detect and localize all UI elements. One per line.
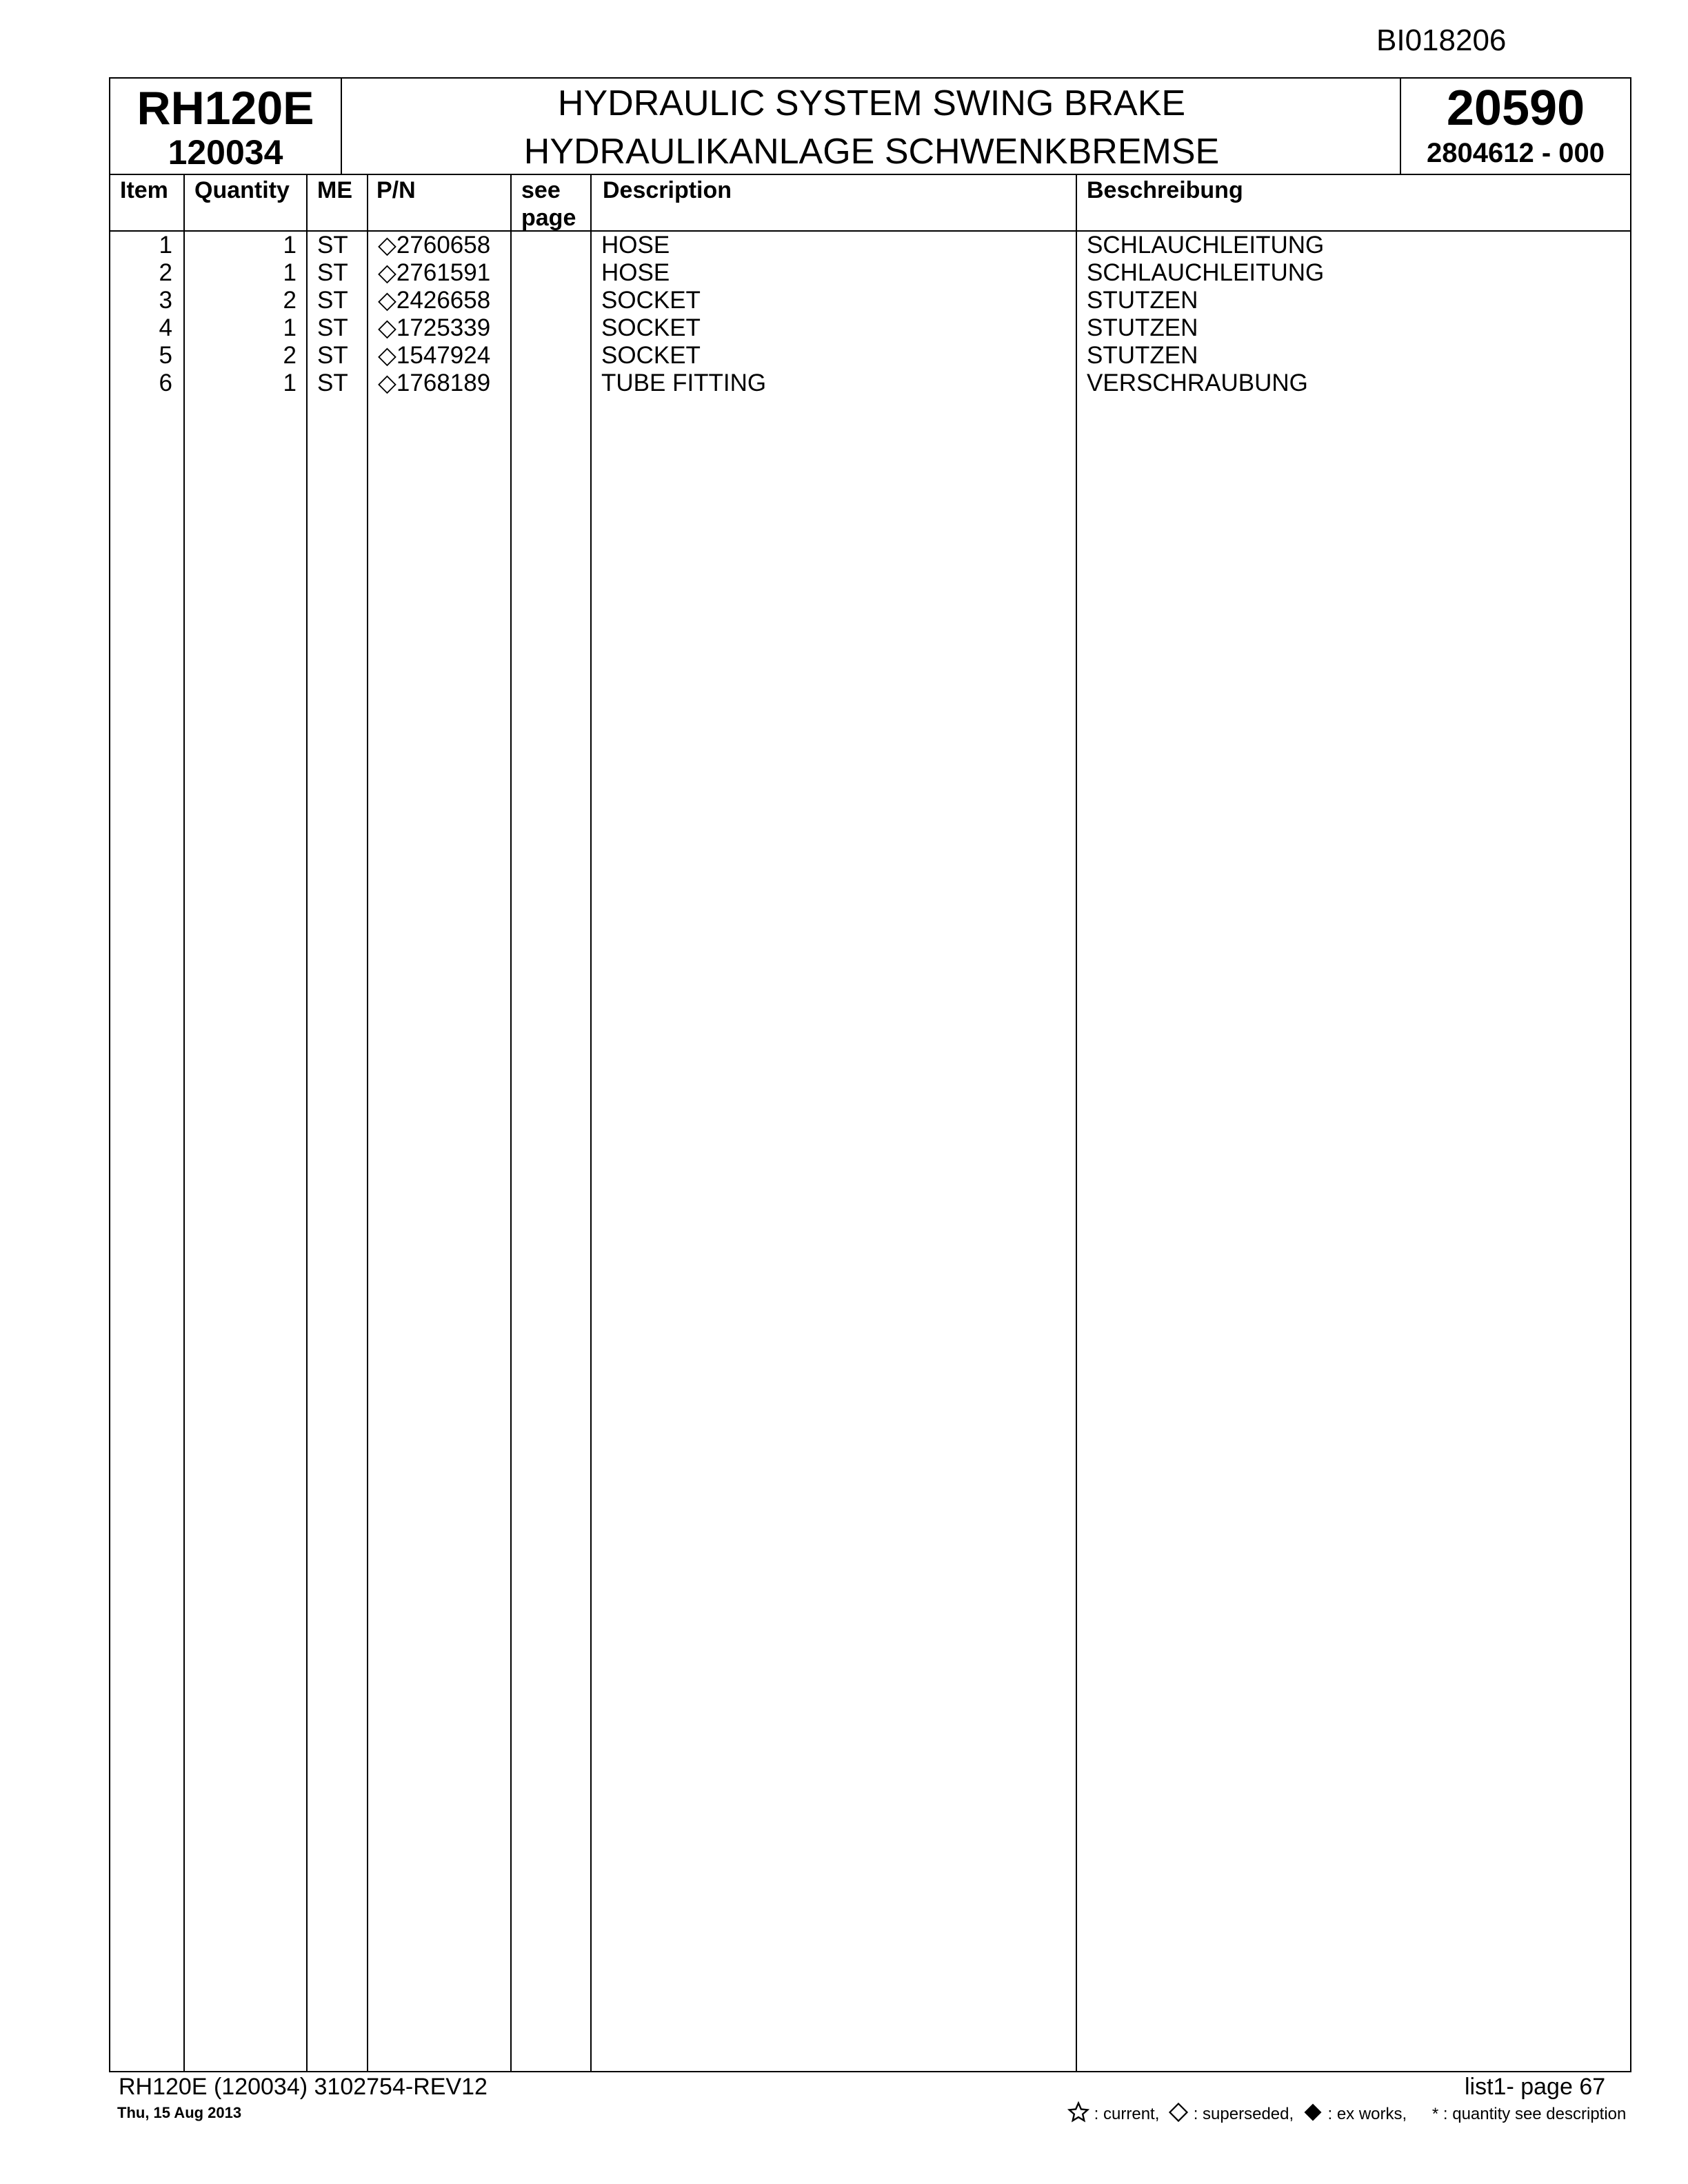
row-me: ST <box>317 314 348 341</box>
column-header-item: Item <box>120 177 168 203</box>
row-description: SOCKET <box>601 314 701 341</box>
group-number: 20590 <box>1446 81 1585 136</box>
row-item: 5 <box>159 342 172 369</box>
footer-legend <box>1067 2101 1626 2128</box>
machine-model: RH120E <box>137 82 314 134</box>
footer-document-ref: RH120E (120034) 3102754-REV12 <box>119 2074 488 2100</box>
document-id: BI018206 <box>1376 23 1507 57</box>
row-me: ST <box>317 232 348 259</box>
column-header-me: ME <box>317 177 352 203</box>
row-item: 6 <box>159 370 172 396</box>
row-part-number: ◇2760658 <box>378 232 491 259</box>
row-me: ST <box>317 259 348 286</box>
star-outline-icon <box>1067 2101 1089 2128</box>
row-item: 3 <box>159 287 172 314</box>
page-title-de: HYDRAULIKANLAGE SCHWENKBREMSE <box>523 132 1220 172</box>
row-description: HOSE <box>601 232 670 259</box>
row-item: 4 <box>159 314 172 341</box>
column-header-pn: P/N <box>376 177 416 203</box>
row-beschreibung: SCHLAUCHLEITUNG <box>1087 232 1325 259</box>
legend-current-label: : current, <box>1094 2104 1160 2123</box>
row-quantity: 2 <box>283 342 297 369</box>
col-divider-pn <box>510 174 512 2071</box>
row-description: HOSE <box>601 259 670 286</box>
column-header-quantity: Quantity <box>194 177 290 203</box>
row-beschreibung: STUTZEN <box>1087 342 1198 369</box>
row-part-number: ◇1725339 <box>378 314 491 341</box>
row-me: ST <box>317 342 348 369</box>
col-divider-desc <box>1076 174 1077 2071</box>
row-item: 1 <box>159 232 172 259</box>
row-quantity: 1 <box>283 232 297 259</box>
column-header-description: Description <box>603 177 732 203</box>
document-number: 2804612 - 000 <box>1426 138 1605 168</box>
row-part-number: ◇2761591 <box>378 259 491 286</box>
legend-quantity-label: * : quantity see description <box>1431 2104 1627 2123</box>
column-header-see: see <box>521 177 561 203</box>
legend-exworks-label: : ex works, <box>1327 2104 1407 2123</box>
row-part-number: ◇2426658 <box>378 287 491 314</box>
row-quantity: 2 <box>283 287 297 314</box>
legend-superseded-label: : superseded, <box>1193 2104 1294 2123</box>
header-divider-v1 <box>341 79 342 174</box>
header-divider <box>110 174 1630 175</box>
row-quantity: 1 <box>283 370 297 396</box>
row-part-number: ◇1547924 <box>378 342 491 369</box>
page-title-en: HYDRAULIC SYSTEM SWING BRAKE <box>557 83 1186 123</box>
row-description: SOCKET <box>601 287 701 314</box>
row-beschreibung: VERSCHRAUBUNG <box>1087 370 1308 396</box>
row-me: ST <box>317 370 348 396</box>
row-beschreibung: STUTZEN <box>1087 287 1198 314</box>
col-divider-see <box>590 174 592 2071</box>
footer-date: Thu, 15 Aug 2013 <box>117 2104 242 2121</box>
col-divider-item <box>183 174 185 2071</box>
row-me: ST <box>317 287 348 314</box>
row-description: TUBE FITTING <box>601 370 767 396</box>
column-header-beschreibung: Beschreibung <box>1087 177 1243 203</box>
row-beschreibung: SCHLAUCHLEITUNG <box>1087 259 1325 286</box>
col-divider-qty <box>306 174 308 2071</box>
row-item: 2 <box>159 259 172 286</box>
col-divider-me <box>367 174 368 2071</box>
row-quantity: 1 <box>283 314 297 341</box>
row-quantity: 1 <box>283 259 297 286</box>
column-header-page: page <box>521 205 576 231</box>
machine-serial: 120034 <box>168 133 283 172</box>
row-description: SOCKET <box>601 342 701 369</box>
diamond-outline-icon <box>1168 2102 1189 2127</box>
diamond-filled-icon <box>1303 2102 1323 2127</box>
row-part-number: ◇1768189 <box>378 370 491 396</box>
footer-page-ref: list1- page 67 <box>1465 2074 1606 2100</box>
row-beschreibung: STUTZEN <box>1087 314 1198 341</box>
